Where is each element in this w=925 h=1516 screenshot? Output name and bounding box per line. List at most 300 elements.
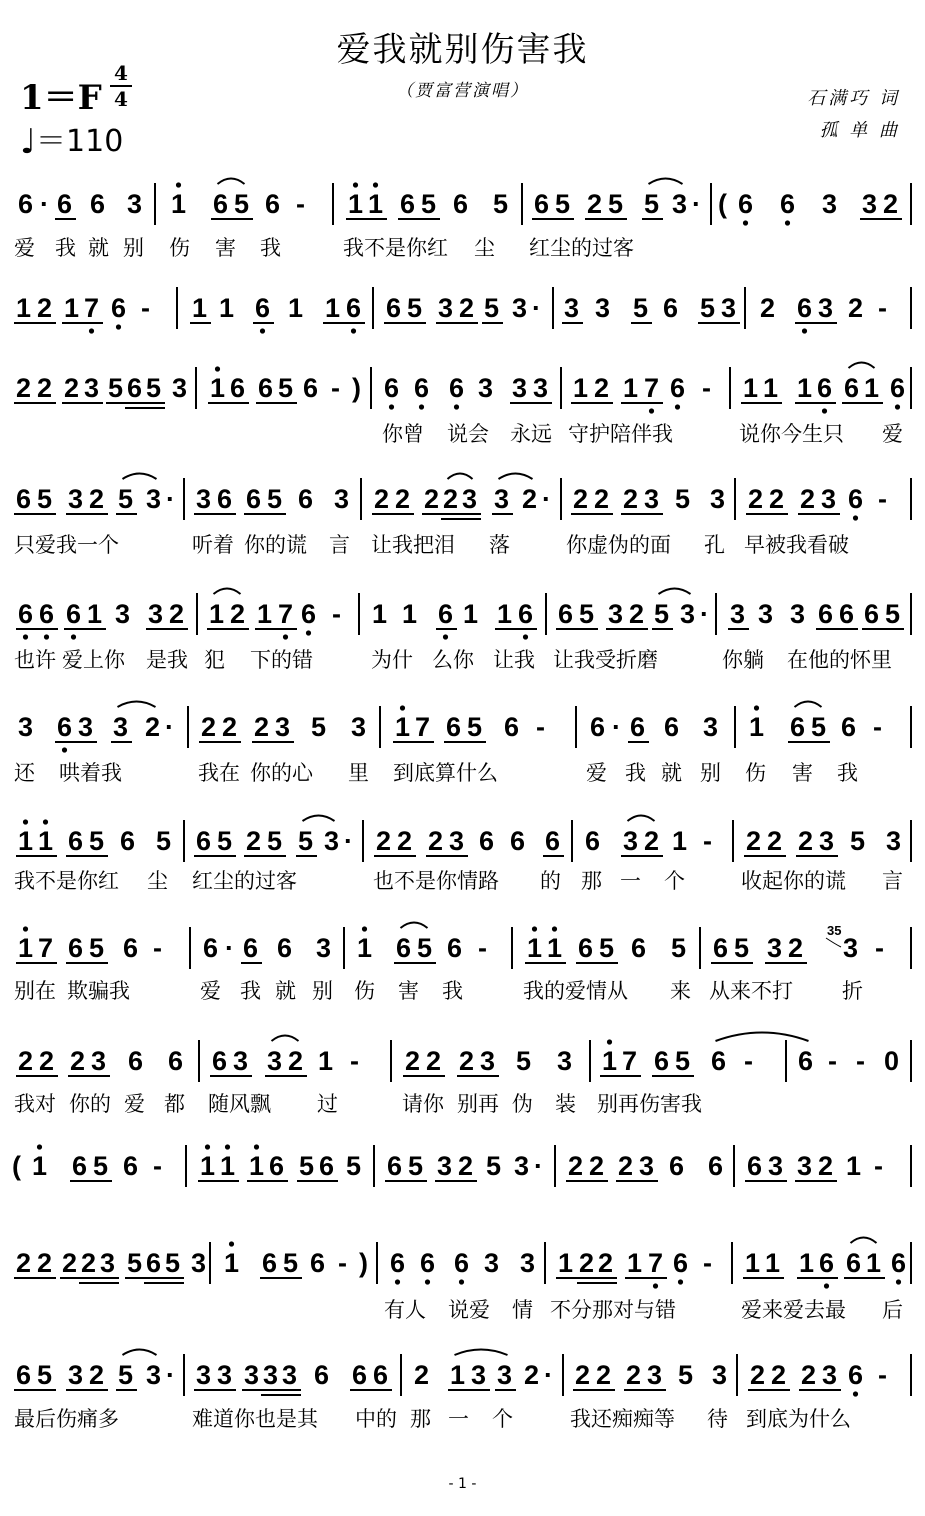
low-octave-dot bbox=[89, 328, 94, 333]
dash-extension: - bbox=[331, 373, 340, 403]
note-digit: 5 bbox=[579, 599, 595, 629]
note-digit: 6 bbox=[817, 373, 833, 403]
note-digit: 6 bbox=[780, 189, 796, 219]
lyric-text: 说爱 bbox=[448, 1298, 490, 1322]
note-digit: 7 bbox=[622, 1046, 638, 1076]
note-digit: 2 bbox=[594, 373, 610, 403]
lyric-text: 里 bbox=[348, 761, 369, 785]
dash-extension: - bbox=[153, 1151, 162, 1181]
note-digit: 3 bbox=[512, 373, 528, 403]
note-digit: 1 bbox=[224, 1248, 240, 1278]
note-digit: 3 bbox=[282, 1360, 298, 1390]
note-digit: 2 bbox=[771, 1360, 787, 1390]
high-octave-dot bbox=[215, 366, 220, 371]
note-digit: 6 bbox=[447, 933, 463, 963]
note-digit: 6 bbox=[545, 826, 561, 856]
augmentation-dot: · bbox=[534, 1151, 543, 1181]
note-digit: 2 bbox=[594, 484, 610, 514]
lyric-text: 难道你也是其 bbox=[192, 1407, 318, 1431]
low-octave-dot bbox=[71, 634, 76, 639]
note-digit: 6 bbox=[57, 189, 73, 219]
lyric-text: 别再伤害我 bbox=[597, 1092, 702, 1116]
note-digit: 5 bbox=[599, 933, 615, 963]
note-digit: 2 bbox=[848, 293, 864, 323]
high-octave-dot bbox=[254, 1144, 259, 1149]
note-digit: 3 bbox=[680, 599, 696, 629]
note-digit: 6 bbox=[128, 1046, 144, 1076]
note-digit: 6 bbox=[864, 599, 880, 629]
note-digit: 5 bbox=[89, 826, 105, 856]
note-digit: 2 bbox=[62, 1248, 78, 1278]
augmentation-dot: · bbox=[40, 189, 49, 219]
high-octave-dot bbox=[23, 926, 28, 931]
note-digit: 6 bbox=[396, 933, 412, 963]
tie-slur bbox=[218, 179, 245, 185]
note-digit: 1 bbox=[463, 599, 479, 629]
lyric-text: 爱 bbox=[14, 236, 35, 260]
note-digit: 3 bbox=[275, 712, 291, 742]
high-octave-dot bbox=[353, 182, 358, 187]
note-digit: 6 bbox=[246, 484, 262, 514]
low-octave-dot bbox=[306, 630, 311, 635]
note-digit: 2 bbox=[760, 293, 776, 323]
lyric-text: 红尘的过客 bbox=[529, 236, 634, 260]
note-digit: 2 bbox=[598, 1248, 614, 1278]
note-digit: 2 bbox=[230, 599, 246, 629]
note-digit: 3 bbox=[557, 1046, 573, 1076]
note-digit: 6 bbox=[446, 712, 462, 742]
note-digit: 6 bbox=[631, 933, 647, 963]
note-digit: 6 bbox=[585, 826, 601, 856]
note-digit: 6 bbox=[68, 933, 84, 963]
note-digit: 7 bbox=[38, 933, 54, 963]
low-octave-dot bbox=[896, 1279, 901, 1284]
lyric-text: 你曾 bbox=[382, 422, 424, 446]
tie-slur bbox=[272, 1036, 299, 1042]
low-octave-dot bbox=[802, 328, 807, 333]
note-digit: 6 bbox=[258, 373, 274, 403]
note-digit: 3 bbox=[797, 1151, 813, 1181]
lyric-text: 一 bbox=[448, 1407, 469, 1431]
note-digit: 6 bbox=[848, 1360, 864, 1390]
augmentation-dot: · bbox=[165, 712, 174, 742]
note-digit: 2 bbox=[623, 484, 639, 514]
lyric-text: 我 bbox=[55, 236, 76, 260]
note-digit: 6 bbox=[711, 1046, 727, 1076]
lyric-text: 孔 bbox=[704, 533, 725, 557]
note-digit: 6 bbox=[127, 373, 143, 403]
augmentation-dot: · bbox=[532, 293, 541, 323]
lyric-text: 让我受折磨 bbox=[553, 648, 658, 672]
note-digit: 6 bbox=[390, 1248, 406, 1278]
note-digit: 5 bbox=[467, 712, 483, 742]
note-digit: 6 bbox=[558, 599, 574, 629]
key-signature: 1＝F bbox=[20, 78, 102, 118]
note-digit: 1 bbox=[357, 933, 373, 963]
lyric-text: 也许 bbox=[14, 648, 56, 672]
page-number: - 1 - bbox=[448, 1476, 477, 1492]
note-digit: 5 bbox=[421, 189, 437, 219]
note-digit: 2 bbox=[169, 599, 185, 629]
note-digit: 6 bbox=[797, 293, 813, 323]
note-digit: 2 bbox=[18, 1046, 34, 1076]
note-digit: 6 bbox=[420, 1248, 436, 1278]
note-digit: 2 bbox=[458, 1151, 474, 1181]
note-digit: 6 bbox=[890, 373, 906, 403]
note-digit: 5 bbox=[644, 189, 660, 219]
lyric-text: 尘 bbox=[474, 236, 495, 260]
note-digit: 2 bbox=[629, 599, 645, 629]
note-digit: 5 bbox=[346, 1151, 362, 1181]
lyric-text: 我 bbox=[260, 236, 281, 260]
note-digit: 6 bbox=[673, 1248, 689, 1278]
lyric-text: 随风飘 bbox=[208, 1092, 271, 1116]
note-digit: 2 bbox=[405, 1046, 421, 1076]
note-digit: 2 bbox=[883, 189, 899, 219]
note-digit: 2 bbox=[37, 293, 53, 323]
note-digit: 6 bbox=[654, 1046, 670, 1076]
note-digit: 6 bbox=[303, 373, 319, 403]
note-digit: 3 bbox=[480, 1046, 496, 1076]
note-digit: 7 bbox=[648, 1248, 664, 1278]
lyric-text: 哄着我 bbox=[59, 761, 122, 785]
dash-extension: - bbox=[744, 1046, 753, 1076]
note-digit: 2 bbox=[374, 484, 390, 514]
note-digit: 2 bbox=[818, 1151, 834, 1181]
note-digit: 1 bbox=[547, 933, 563, 963]
tie-slur bbox=[401, 923, 428, 929]
lyric-text: 爱 bbox=[124, 1092, 145, 1116]
low-octave-dot bbox=[454, 404, 459, 409]
tie-slur bbox=[303, 816, 335, 822]
lyric-text: 中的 bbox=[355, 1407, 397, 1431]
note-digit: 2 bbox=[589, 1151, 605, 1181]
note-digit: 1 bbox=[372, 599, 388, 629]
tie-slur bbox=[649, 179, 683, 185]
note-digit: 3 bbox=[146, 484, 162, 514]
lyric-text: 你躺 bbox=[722, 648, 764, 672]
note-digit: 6 bbox=[747, 1151, 763, 1181]
lyric-text: 别 bbox=[312, 979, 333, 1003]
quarter-note-icon: ♩ bbox=[20, 122, 37, 162]
note-digit: 6 bbox=[454, 1248, 470, 1278]
lyric-text: 早被我看破 bbox=[744, 533, 849, 557]
note-digit: 5 bbox=[156, 826, 172, 856]
note-digit: 5 bbox=[118, 484, 134, 514]
note-digit: 2 bbox=[618, 1151, 634, 1181]
note-digit: 5 bbox=[850, 826, 866, 856]
high-octave-dot bbox=[43, 819, 48, 824]
lyric-text: 也不是你情路 bbox=[373, 869, 499, 893]
tie-slur bbox=[851, 1238, 877, 1244]
low-octave-dot bbox=[419, 404, 424, 409]
note-digit: 3 bbox=[520, 1248, 536, 1278]
note-digit: 1 bbox=[402, 599, 418, 629]
note-digit: 2 bbox=[801, 1360, 817, 1390]
note-digit: 5 bbox=[675, 1046, 691, 1076]
note-digit: 3 bbox=[148, 599, 164, 629]
note-digit: 6 bbox=[212, 1046, 228, 1076]
note-digit: 3 bbox=[768, 1151, 784, 1181]
note-digit: 3 bbox=[608, 599, 624, 629]
note-digit: 6 bbox=[265, 189, 281, 219]
low-octave-dot bbox=[675, 404, 680, 409]
lyric-text: 欺骗我 bbox=[67, 979, 130, 1003]
note-digit: 3 bbox=[478, 373, 494, 403]
note-digit: 1 bbox=[16, 293, 32, 323]
dash-extension: - bbox=[856, 1046, 865, 1076]
lyric-text: 别 bbox=[700, 761, 721, 785]
note-digit: 6 bbox=[68, 826, 84, 856]
note-digit: 3 bbox=[324, 826, 340, 856]
lyric-text: 的 bbox=[540, 869, 561, 893]
note-digit: 5 bbox=[408, 1151, 424, 1181]
composer-credit: 孤 单 曲 bbox=[819, 120, 900, 141]
note-digit: 3 bbox=[233, 1046, 249, 1076]
song-title: 爱我就别伤害我 bbox=[336, 30, 589, 70]
note-digit: 6 bbox=[798, 1046, 814, 1076]
note-digit: 2 bbox=[573, 484, 589, 514]
note-digit: 1 bbox=[450, 1360, 466, 1390]
note-digit: 1 bbox=[866, 1248, 882, 1278]
note-digit: 1 bbox=[623, 373, 639, 403]
low-octave-dot bbox=[395, 1279, 400, 1284]
dash-extension: - bbox=[478, 933, 487, 963]
note-digit: 3 bbox=[710, 484, 726, 514]
note-digit: 5 bbox=[118, 1360, 134, 1390]
tie-slur bbox=[123, 474, 157, 480]
augmentation-dot: · bbox=[544, 1360, 553, 1390]
lyric-text: 是我 bbox=[146, 648, 188, 672]
lyric-text: 就 bbox=[275, 979, 296, 1003]
note-digit: 3 bbox=[886, 826, 902, 856]
lyric-text: 个 bbox=[492, 1407, 513, 1431]
lyric-text: 我 bbox=[442, 979, 463, 1003]
note-digit: 2 bbox=[64, 373, 80, 403]
dash-extension: - bbox=[878, 484, 887, 514]
lyric-text: 尘 bbox=[147, 869, 168, 893]
note-digit: 3 bbox=[437, 1151, 453, 1181]
note-digit: 3 bbox=[127, 189, 143, 219]
dash-extension: - bbox=[702, 373, 711, 403]
note-digit: 2 bbox=[37, 373, 53, 403]
note-digit: 5 bbox=[633, 293, 649, 323]
note-digit: 5 bbox=[37, 1360, 53, 1390]
note-digit: 2 bbox=[769, 484, 785, 514]
augmentation-dot: · bbox=[344, 826, 353, 856]
lyric-text: 还 bbox=[14, 761, 35, 785]
note-digit: 2 bbox=[459, 1046, 475, 1076]
note-digit: 2 bbox=[522, 484, 538, 514]
lyric-text: 一 bbox=[620, 869, 641, 893]
note-digit: 2 bbox=[424, 484, 440, 514]
note-digit: 5 bbox=[298, 826, 314, 856]
note-digit: 2 bbox=[428, 826, 444, 856]
note-digit: 6 bbox=[790, 712, 806, 742]
note-digit: 5 bbox=[127, 1248, 143, 1278]
note-digit: 6 bbox=[255, 293, 271, 323]
low-octave-dot bbox=[283, 634, 288, 639]
note-digit: 2 bbox=[443, 484, 459, 514]
note-digit: 2 bbox=[575, 1360, 591, 1390]
note-digit: 2 bbox=[524, 1360, 540, 1390]
note-digit: 3 bbox=[438, 293, 454, 323]
note-digit: 3 bbox=[514, 1151, 530, 1181]
note-digit: 5 bbox=[267, 826, 283, 856]
lyric-text: 装 bbox=[555, 1092, 576, 1116]
lyric-text: 从来不打 bbox=[709, 979, 793, 1003]
note-digit: 6 bbox=[848, 484, 864, 514]
lyric-text: 我不是你红 bbox=[343, 236, 448, 260]
note-digit: 2 bbox=[596, 1360, 612, 1390]
lyric-text: 我 bbox=[240, 979, 261, 1003]
low-octave-dot bbox=[116, 324, 121, 329]
lyric-text: 待 bbox=[707, 1407, 728, 1431]
note-digit: 3 bbox=[100, 1248, 116, 1278]
lyric-text: 我还痴痴等 bbox=[570, 1407, 675, 1431]
note-digit: 3 bbox=[703, 712, 719, 742]
dash-extension: - bbox=[332, 599, 341, 629]
note-digit: 1 bbox=[797, 373, 813, 403]
note-digit: 5 bbox=[93, 1151, 109, 1181]
low-octave-dot bbox=[389, 404, 394, 409]
note-digit: 5 bbox=[146, 373, 162, 403]
note-digit: 3 bbox=[494, 484, 510, 514]
note-digit: 3 bbox=[449, 826, 465, 856]
note-digit: 5 bbox=[165, 1248, 181, 1278]
lyric-text: 永远 bbox=[510, 422, 552, 446]
tie-slur bbox=[795, 702, 822, 708]
note-digit: 5 bbox=[700, 293, 716, 323]
note-digit: 3 bbox=[672, 189, 688, 219]
note-digit: 5 bbox=[283, 1248, 299, 1278]
note-digit: 6 bbox=[839, 599, 855, 629]
note-digit: 1 bbox=[18, 933, 34, 963]
note-digit: 5 bbox=[654, 599, 670, 629]
tie-slur bbox=[849, 363, 875, 369]
note-digit: 5 bbox=[484, 293, 500, 323]
high-octave-dot bbox=[229, 1241, 234, 1246]
note-digit: 1 bbox=[558, 1248, 574, 1278]
note-digit: 6 bbox=[384, 373, 400, 403]
note-digit: 1 bbox=[38, 826, 54, 856]
lyric-text: 为什 bbox=[371, 648, 413, 672]
low-octave-dot bbox=[260, 328, 265, 333]
note-digit: 3 bbox=[84, 373, 100, 403]
grace-slur bbox=[826, 938, 841, 947]
note-digit: 3 bbox=[712, 1360, 728, 1390]
note-digit: 6 bbox=[301, 599, 317, 629]
low-octave-dot bbox=[44, 634, 49, 639]
lyric-text: 你的 bbox=[69, 1092, 111, 1116]
high-octave-dot bbox=[205, 1144, 210, 1149]
low-octave-dot bbox=[62, 747, 67, 752]
note-digit: 3 bbox=[790, 599, 806, 629]
note-digit: 1 bbox=[602, 1046, 618, 1076]
note-digit: 6 bbox=[663, 293, 679, 323]
note-digit: 2 bbox=[37, 1248, 53, 1278]
note-digit: 6 bbox=[479, 826, 495, 856]
note-digit: 1 bbox=[249, 1151, 265, 1181]
note-digit: 1 bbox=[846, 1151, 862, 1181]
time-signature-bottom: 4 bbox=[114, 87, 128, 111]
note-digit: 6 bbox=[213, 189, 229, 219]
note-digit: 3 bbox=[647, 1360, 663, 1390]
lyric-text: 伤 bbox=[169, 236, 190, 260]
lyric-text: 伪 bbox=[512, 1092, 533, 1116]
note-digit: 5 bbox=[516, 1046, 532, 1076]
parenthesis: ) bbox=[359, 1248, 368, 1278]
note-digit: 6 bbox=[230, 373, 246, 403]
dash-extension: - bbox=[296, 189, 305, 219]
note-digit: 5 bbox=[217, 826, 233, 856]
dash-extension: - bbox=[338, 1248, 347, 1278]
note-digit: 6 bbox=[277, 933, 293, 963]
lyric-text: 都 bbox=[164, 1092, 185, 1116]
time-signature-top: 4 bbox=[114, 61, 128, 85]
note-digit: 3 bbox=[191, 1248, 207, 1278]
low-octave-dot bbox=[824, 1283, 829, 1288]
note-digit: 6 bbox=[217, 484, 233, 514]
lyric-text: 爱上你 bbox=[62, 648, 125, 672]
note-digit: 1 bbox=[765, 1248, 781, 1278]
note-digit: 2 bbox=[568, 1151, 584, 1181]
parenthesis: ( bbox=[718, 189, 727, 219]
note-digit: 6 bbox=[846, 1248, 862, 1278]
lyric-text: 那 bbox=[581, 869, 602, 893]
low-octave-dot bbox=[785, 220, 790, 225]
note-digit: 2 bbox=[16, 373, 32, 403]
lyricist-credit: 石满巧 词 bbox=[807, 88, 900, 109]
note-digit: 6 bbox=[841, 712, 857, 742]
note-digit: 6 bbox=[90, 189, 106, 219]
note-digit: 6 bbox=[66, 599, 82, 629]
note-digit: 3 bbox=[484, 1248, 500, 1278]
lyric-text: 下的错 bbox=[250, 648, 313, 672]
note-digit: 7 bbox=[415, 712, 431, 742]
note-digit: 6 bbox=[518, 599, 534, 629]
note-digit: 3 bbox=[595, 293, 611, 323]
note-digit: 6 bbox=[438, 599, 454, 629]
note-digit: 6 bbox=[453, 189, 469, 219]
lyric-text: 别再 bbox=[457, 1092, 499, 1116]
note-digit: 3 bbox=[644, 484, 660, 514]
note-digit: 5 bbox=[89, 933, 105, 963]
lyric-text: 害 bbox=[792, 761, 813, 785]
note-digit: 6 bbox=[414, 373, 430, 403]
note-digit: 2 bbox=[288, 1046, 304, 1076]
note-digit: 2 bbox=[750, 1360, 766, 1390]
note-digit: 5 bbox=[486, 1151, 502, 1181]
note-digit: 3 bbox=[91, 1046, 107, 1076]
note-digit: 2 bbox=[376, 826, 392, 856]
note-digit: 1 bbox=[87, 599, 103, 629]
note-digit: 7 bbox=[644, 373, 660, 403]
note-digit: 6 bbox=[314, 1360, 330, 1390]
note-digit: 5 bbox=[555, 189, 571, 219]
low-octave-dot bbox=[351, 328, 356, 333]
note-digit: 1 bbox=[318, 1046, 334, 1076]
tie-slur bbox=[448, 474, 473, 480]
note-digit: 6 bbox=[111, 293, 127, 323]
note-digit: 3 bbox=[196, 484, 212, 514]
dash-extension: - bbox=[350, 1046, 359, 1076]
high-octave-dot bbox=[754, 705, 759, 710]
note-digit: 3 bbox=[497, 1360, 513, 1390]
note-digit: 3 bbox=[68, 484, 84, 514]
dash-extension: - bbox=[703, 1248, 712, 1278]
note-digit: 2 bbox=[414, 1360, 430, 1390]
